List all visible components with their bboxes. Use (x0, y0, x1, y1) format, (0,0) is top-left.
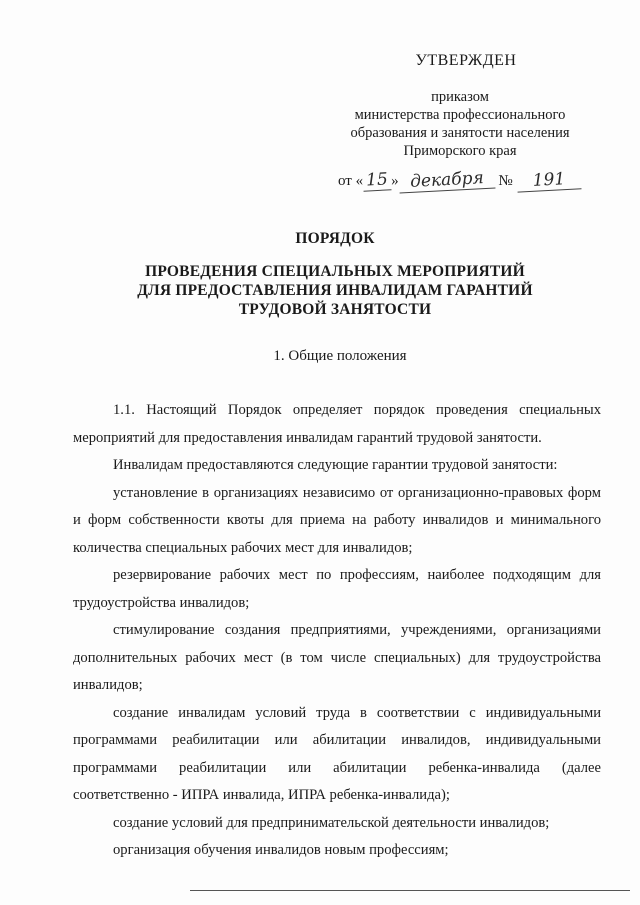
paragraph: Инвалидам предоставляются следующие гарантии трудовой занятости: (113, 457, 558, 473)
approval-line: образования и занятости населения (350, 125, 570, 141)
number-label: № (498, 173, 513, 189)
approval-date-row (338, 170, 581, 196)
date-day-handwritten: 15 (363, 169, 392, 191)
section-heading: 1. Общие положения (273, 348, 407, 364)
date-prefix: от « (338, 173, 364, 189)
document-body (73, 397, 601, 865)
paragraph: создание условий для предпринимательской деятельности инвалидов; (113, 814, 550, 831)
document-subtitle (0, 262, 640, 319)
date-mid: » (391, 173, 399, 189)
paragraph: стимулирование создания предприятиями, учреждениями, организациями дополнительных рабочих мест (в том числе специальных) для трудоустройства инвалидов; (73, 622, 601, 693)
paragraph: создание инвалидам условий труда в соответствии с индивидуальными программами реабилитации или абилитации инвалидов, индивидуальными программами реабилитации или абилитации ребенка-инвалида (далее соответственно - ИПРА инвалида, ИПРА ребенка-инвалида); (73, 704, 601, 803)
subtitle-line: ПРОВЕДЕНИЯ СПЕЦИАЛЬНЫХ МЕРОПРИЯТИЙ (145, 263, 525, 280)
order-number-handwritten: 191 (516, 168, 581, 192)
footer-divider (190, 890, 630, 891)
date-month-handwritten: декабря (398, 168, 495, 194)
paragraph: резервирование рабочих мест по профессиям, наиболее подходящим для трудоустройства инвалидов; (73, 567, 601, 611)
paragraph: организация обучения инвалидов новым профессиям; (113, 842, 449, 858)
subtitle-line: ТРУДОВОЙ ЗАНЯТОСТИ (238, 301, 432, 318)
approval-line: Приморского края (403, 143, 517, 159)
paragraph: установление в организациях независимо от организационно-правовых форм и форм собственности квоты для приема на работу инвалидов и минимального количества специальных рабочих мест для инвалидов; (73, 484, 601, 556)
paragraph: 1.1. Настоящий Порядок определяет порядок проведения специальных мероприятий для предоставления инвалидам гарантий трудовой занятости. (73, 402, 601, 446)
approval-block (330, 52, 590, 160)
approval-line: министерства профессионального (354, 107, 566, 123)
approval-line: приказом (431, 89, 489, 105)
document-title: ПОРЯДОК (295, 230, 375, 247)
subtitle-line: ДЛЯ ПРЕДОСТАВЛЕНИЯ ИНВАЛИДАМ ГАРАНТИЙ (137, 282, 533, 299)
approval-heading: УТВЕРЖДЕН (415, 52, 517, 69)
